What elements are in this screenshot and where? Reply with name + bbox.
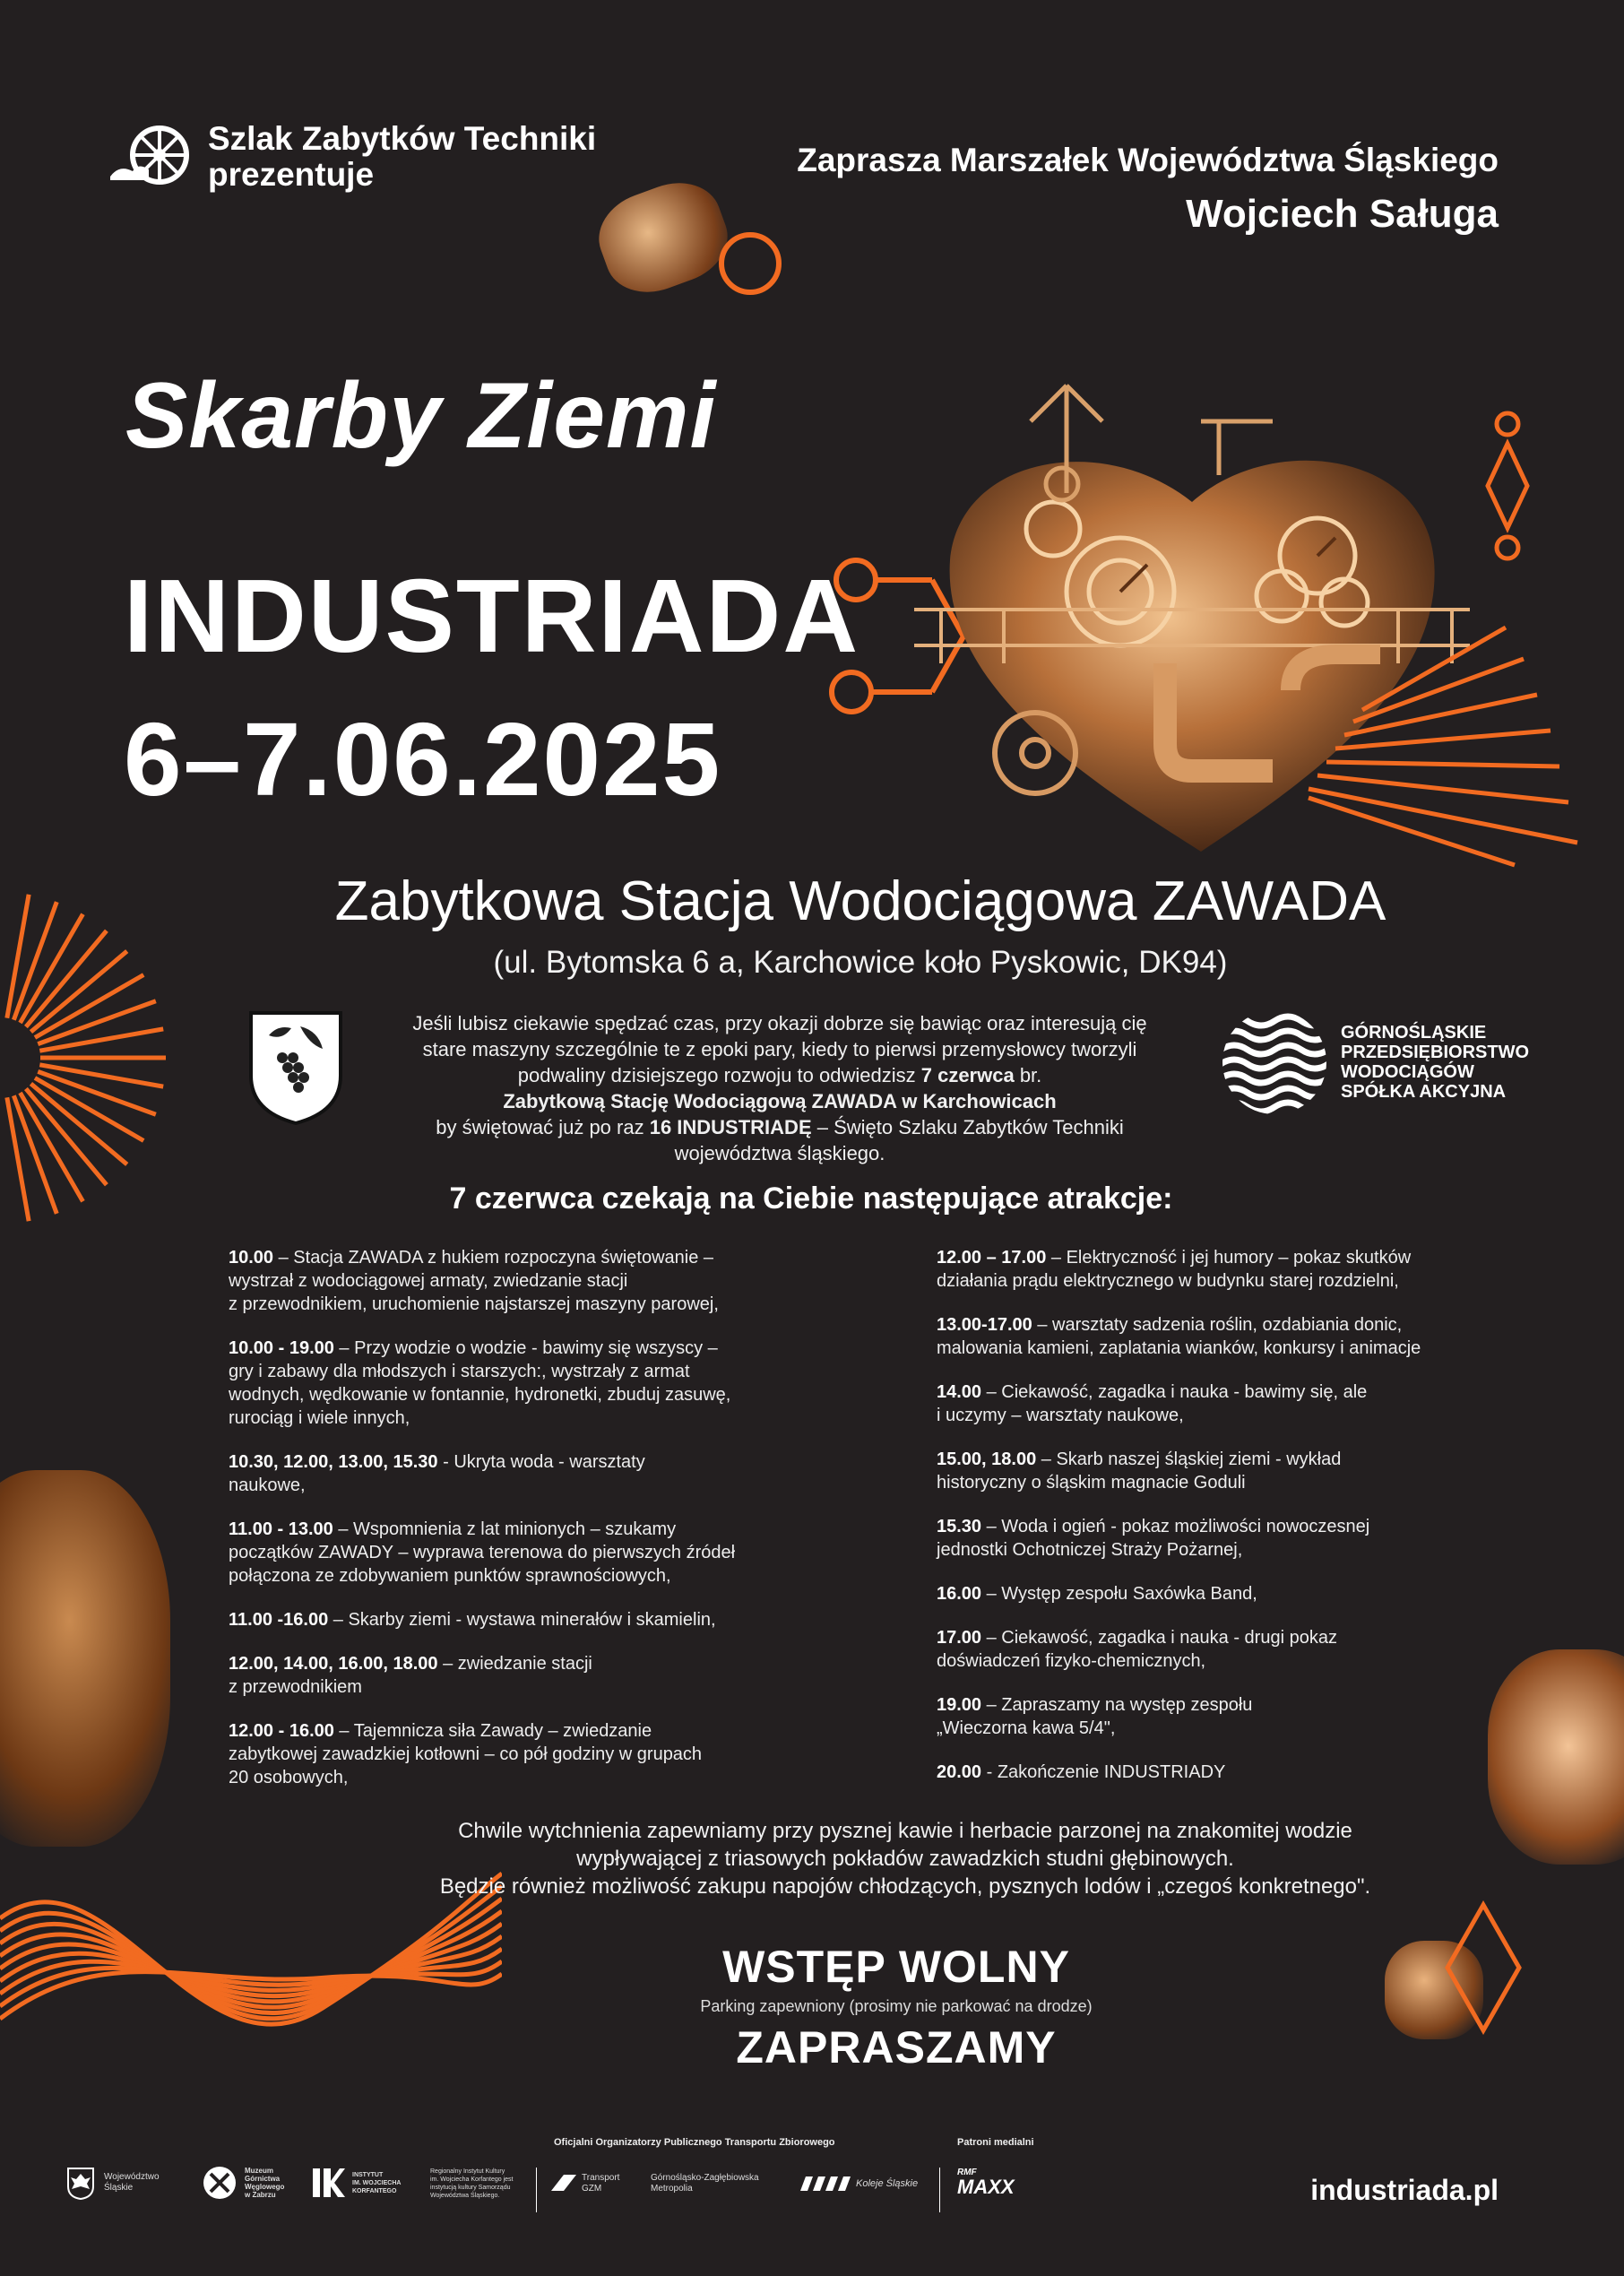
intro-paragraph	[376, 1010, 1183, 1166]
intro-line: województwa śląskiego.	[674, 1142, 885, 1164]
orange-sunburst-decoration	[0, 878, 170, 1237]
program-heading: 7 czerwca czekają na Ciebie następujące atrakcje:	[449, 1181, 1173, 1216]
transport-organizers-label: Oficjalni Organizatorzy Publicznego Transportu Zbiorowego	[554, 2137, 835, 2148]
closing-line: Będzie również możliwość zakupu napojów chłodzących, pysznych lodów i „czegoś konkretnego".	[439, 1874, 1371, 1899]
program-description: – Ciekawość, zagadka i nauka - drugi pokaz	[981, 1628, 1337, 1648]
program-description-line: doświadczeń fizyko-chemicznych,	[937, 1651, 1206, 1671]
footer-text: Górnictwa	[245, 2175, 281, 2183]
intro-edition: 16 INDUSTRIADĘ	[649, 1116, 812, 1138]
program-time: 10.30, 12.00, 13.00, 15.30	[229, 1452, 438, 1472]
footer-text: IM. WOJCIECHA	[352, 2179, 402, 2186]
program-time: 10.00	[229, 1248, 274, 1268]
program-description-line: wodnych, wędkowanie w fontannie, hydronetki, zbuduj zasuwę,	[229, 1385, 731, 1405]
intro-text: by świętować już po raz	[436, 1116, 650, 1138]
program-item	[229, 1246, 802, 1316]
program-description: – Wspomnienia z lat minionych – szukamy	[333, 1519, 677, 1539]
program-description-line: i uczymy – warsztaty naukowe,	[937, 1406, 1184, 1425]
program-description-line: „Wieczorna kawa 5/4",	[937, 1718, 1116, 1738]
program-time: 15.30	[937, 1517, 982, 1536]
intro-date: 7 czerwca	[920, 1064, 1015, 1086]
brand-presents: prezentuje	[208, 156, 375, 193]
program-time: 20.00	[937, 1762, 982, 1782]
parking-note: Parking zapewniony (prosimy nie parkować na drodze)	[700, 1997, 1093, 2015]
program-item-first-line	[229, 1719, 802, 1743]
brand-name: Szlak Zabytków Techniki	[208, 120, 597, 157]
footer-text: RMF	[957, 2168, 977, 2177]
ik-icon	[309, 2165, 345, 2201]
program-item-first-line	[229, 1337, 802, 1360]
free-entry-label: WSTĘP WOLNY	[722, 1942, 1070, 1992]
program-description-line: rurociąg i wiele innych,	[229, 1408, 410, 1428]
program-description: – Przy wodzie o wodzie - bawimy się wszyscy –	[333, 1338, 718, 1358]
program-description-line: gry i zabawy dla młodszych i starszych:, wystrzały z armat	[229, 1362, 690, 1381]
footer-logo-metropolia	[651, 2173, 759, 2194]
intro-venue: Zabytkową Stację Wodociągową ZAWADA w Karchowicach	[503, 1090, 1057, 1112]
closing-paragraph	[341, 1817, 1470, 1900]
footer-rik-note	[430, 2168, 513, 2200]
program-description-line: połączona ze zdobywaniem punktów sprawnościowych,	[229, 1566, 671, 1586]
program-time: 11.00 -16.00	[229, 1610, 329, 1630]
gpw-line: PRZEDSIĘBIORSTWO	[1341, 1043, 1530, 1062]
program-item-first-line	[937, 1515, 1519, 1538]
program-description: – Skarb naszej śląskiej ziemi - wykład	[1036, 1450, 1342, 1469]
program-time: 12.00 - 16.00	[229, 1721, 334, 1741]
footer-divider	[536, 2168, 537, 2212]
invitation-label: ZAPRASZAMY	[736, 2022, 1057, 2073]
footer-logo-wojewodztwo	[65, 2165, 160, 2201]
intro-line	[376, 1062, 1183, 1088]
orange-diamond-chain-icon	[1481, 408, 1534, 565]
inviter-title: Zaprasza Marszałek Województwa Śląskiego	[797, 142, 1499, 178]
program-item	[229, 1608, 802, 1631]
hammer-pick-icon	[202, 2165, 238, 2201]
footer-text: Metropolia	[651, 2184, 693, 2194]
program-item	[937, 1515, 1519, 1562]
program-description-line: z przewodnikiem, uruchomienie najstarszej maszyny parowej,	[229, 1294, 719, 1314]
intro-text: – Święto Szlaku Zabytków Techniki	[811, 1116, 1124, 1138]
footer-logo-muzeum	[202, 2165, 284, 2201]
program-description: – Elektryczność i jej humory – pokaz skutków	[1046, 1248, 1412, 1268]
footer-text: Województwo	[104, 2172, 160, 2182]
website-link[interactable]: industriada.pl	[1310, 2174, 1499, 2206]
program-time: 19.00	[937, 1695, 982, 1715]
closing-line: Chwile wytchnienia zapewniamy przy pysznej kawie i herbacie parzonej na znakomitej wodzie	[458, 1819, 1352, 1843]
program-time: 17.00	[937, 1628, 982, 1648]
program-description: – zwiedzanie stacji	[437, 1654, 592, 1674]
gpw-line: GÓRNOŚLĄSKIE	[1341, 1023, 1487, 1043]
program-item-first-line	[937, 1693, 1519, 1717]
program-description-line: malowania kamieni, zaplatania wianków, konkursy i animacje	[937, 1338, 1421, 1358]
program-item-first-line	[937, 1761, 1519, 1784]
eagle-icon	[65, 2165, 97, 2201]
intro-line: Jeśli lubisz ciekawie spędzać czas, przy okazji dobrze się bawiąc oraz interesują cię	[412, 1012, 1147, 1034]
program-item	[937, 1380, 1519, 1427]
event-subtitle: Skarby Ziemi	[125, 364, 717, 468]
program-item	[937, 1582, 1519, 1605]
program-description: - Zakończenie INDUSTRIADY	[981, 1762, 1226, 1782]
program-item-first-line	[229, 1246, 802, 1269]
program-item	[937, 1448, 1519, 1494]
program-description: – Występ zespołu Saxówka Band,	[981, 1584, 1257, 1604]
footer-text: Węglowego	[245, 2183, 285, 2191]
program-description-line: z przewodnikiem	[229, 1677, 362, 1697]
program-item-first-line	[937, 1582, 1519, 1605]
program-time: 12.00, 14.00, 16.00, 18.00	[229, 1654, 438, 1674]
water-waves-icon	[1221, 1008, 1328, 1116]
coat-of-arms-icon	[246, 1008, 345, 1125]
program-item-first-line	[937, 1246, 1519, 1269]
footer-text: instytucją kultury Samorządu	[430, 2185, 511, 2191]
orange-ring-icon	[713, 222, 786, 303]
program-time: 10.00 - 19.00	[229, 1338, 334, 1358]
footer-text: w Zabrzu	[245, 2191, 276, 2199]
program-item-first-line	[229, 1518, 802, 1541]
footer-logo-rmf	[957, 2168, 1015, 2197]
event-dates: 6–7.06.2025	[124, 701, 722, 818]
program-item-first-line	[937, 1380, 1519, 1404]
intro-text: podwaliny dzisiejszego rozwoju to odwiedzisz	[517, 1064, 921, 1086]
program-description-line: początków ZAWADY – wyprawa terenowa do pierwszych źródeł	[229, 1543, 736, 1562]
program-item-first-line	[937, 1313, 1519, 1337]
program-time: 15.00, 18.00	[937, 1450, 1037, 1469]
program-item-first-line	[229, 1652, 802, 1675]
footer-text: INSTYTUT	[352, 2171, 384, 2178]
inviter-name: Wojciech Saługa	[1186, 192, 1499, 236]
footer-logo-koleje	[800, 2176, 918, 2191]
program-item-first-line	[937, 1448, 1519, 1471]
footer-logo-gzm	[551, 2173, 619, 2194]
program-item	[937, 1246, 1519, 1293]
program-time: 11.00 - 13.00	[229, 1519, 333, 1539]
footer-logo-instytut	[309, 2165, 401, 2201]
footer-text: Regionalny Instytut Kultury	[430, 2168, 505, 2175]
footer-text: Koleje Śląskie	[856, 2178, 919, 2189]
footer-divider	[939, 2168, 940, 2212]
program-description-line: działania prądu elektrycznego w budynku starej rozdzielni,	[937, 1271, 1399, 1291]
program-time: 12.00 – 17.00	[937, 1248, 1047, 1268]
program-time: 13.00-17.00	[937, 1315, 1032, 1335]
program-time: 14.00	[937, 1382, 982, 1402]
program-item	[937, 1693, 1519, 1740]
footer-text: Transport	[582, 2173, 620, 2183]
koleje-stripes-icon	[800, 2176, 851, 2191]
intro-text: br.	[1014, 1064, 1042, 1086]
program-item-first-line	[229, 1450, 802, 1474]
wheel-icon	[106, 121, 195, 193]
intro-line: stare maszyny szczególnie te z epoki pary, kiedy to pierwsi przemysłowcy tworzyli	[422, 1038, 1137, 1060]
program-item-first-line	[229, 1608, 802, 1631]
program-description-line: jednostki Ochotniczej Straży Pożarnej,	[937, 1540, 1243, 1560]
gem-image	[1488, 1649, 1624, 1865]
brand-logo	[106, 121, 596, 193]
footer-text: Śląskie	[104, 2183, 134, 2193]
program-item	[229, 1518, 802, 1588]
program-description-line: zabytkowej zawadzkiej kotłowni – co pół godziny w grupach	[229, 1744, 703, 1764]
program-item	[229, 1337, 802, 1430]
rock-image	[0, 1470, 170, 1847]
gpw-line: SPÓŁKA AKCYJNA	[1341, 1082, 1507, 1102]
program-item	[229, 1719, 802, 1789]
event-title: INDUSTRIADA	[124, 558, 860, 674]
program-description: – Zapraszamy na występ zespołu	[981, 1695, 1253, 1715]
mechanical-heart-illustration	[807, 368, 1595, 870]
gpw-line: WODOCIĄGÓW	[1341, 1062, 1474, 1082]
arrow-icon	[551, 2173, 576, 2194]
orange-diamond-icon	[1443, 1900, 1524, 2035]
venue-name: Zabytkowa Stacja Wodociągowa ZAWADA	[334, 870, 1386, 932]
program-description: – warsztaty sadzenia roślin, ozdabiania donic,	[1032, 1315, 1403, 1335]
footer-text: Muzeum	[245, 2167, 273, 2175]
program-item	[229, 1450, 802, 1497]
inviter	[692, 142, 1499, 237]
intro-line	[376, 1114, 1183, 1140]
gpw-logo	[1221, 1008, 1529, 1116]
venue-address: (ul. Bytomska 6 a, Karchowice koło Pyskowic, DK94)	[493, 945, 1228, 980]
program-left-column	[229, 1246, 802, 1810]
program-description: – Tajemnicza siła Zawady – zwiedzanie	[333, 1721, 652, 1741]
program-description-line: wystrzał z wodociągowej armaty, zwiedzanie stacji	[229, 1271, 628, 1291]
footer-text: im. Wojciecha Korfantego jest	[430, 2176, 514, 2183]
footer-text: Górnośląsko-Zagłębiowska	[651, 2173, 759, 2183]
program-description: – Woda i ogień - pokaz możliwości nowoczesnej	[981, 1517, 1370, 1536]
program-description: – Stacja ZAWADA z hukiem rozpoczyna świętowanie –	[273, 1248, 714, 1268]
program-item	[937, 1313, 1519, 1360]
media-patrons-label: Patroni medialni	[957, 2137, 1034, 2148]
program-description: - Ukryta woda - warsztaty	[437, 1452, 645, 1472]
program-description-line: 20 osobowych,	[229, 1768, 349, 1787]
program-item	[229, 1652, 802, 1699]
program-time: 16.00	[937, 1584, 982, 1604]
program-description: – Skarby ziemi - wystawa minerałów i skamielin,	[328, 1610, 716, 1630]
program-item	[937, 1626, 1519, 1673]
program-description-line: historyczny o śląskim magnacie Goduli	[937, 1473, 1246, 1493]
program-right-column	[937, 1246, 1519, 1804]
program-description-line: naukowe,	[229, 1476, 306, 1495]
program-item-first-line	[937, 1626, 1519, 1649]
footer-text: KORFANTEGO	[352, 2187, 397, 2194]
footer-text: GZM	[582, 2184, 602, 2194]
footer-text: MAXX	[957, 2176, 1015, 2198]
program-item	[937, 1761, 1519, 1784]
footer-text: Województwa Śląskiego.	[430, 2193, 500, 2199]
program-description: – Ciekawość, zagadka i nauka - bawimy się, ale	[981, 1382, 1368, 1402]
closing-line: wypływającej z triasowych pokładów zawadzkich studni głębinowych.	[576, 1847, 1234, 1871]
